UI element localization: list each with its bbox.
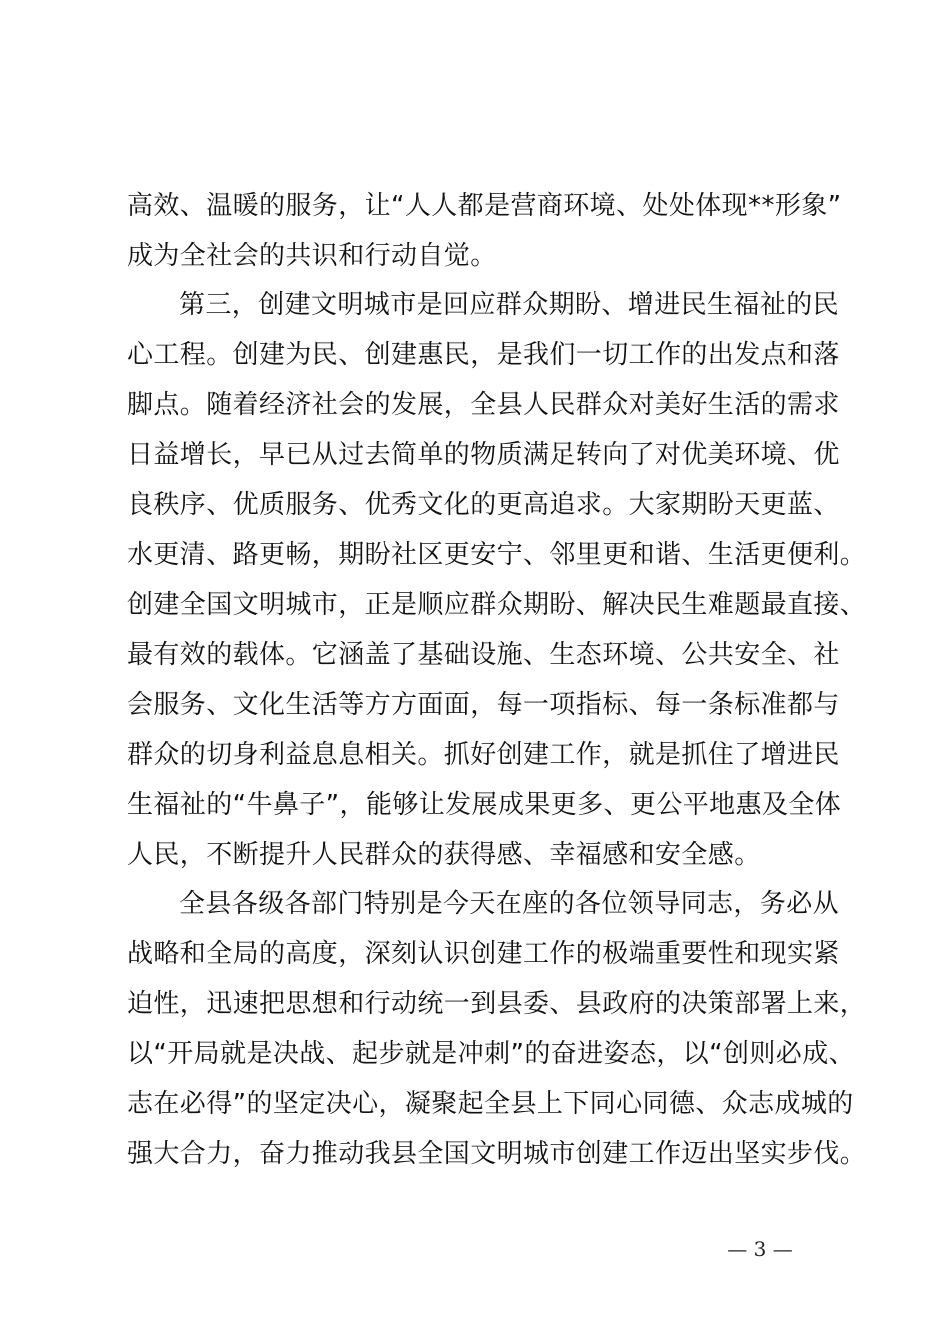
paragraph-line: 迫性，迅速把思想和行动统一到县委、县政府的决策部署上来， bbox=[127, 989, 867, 1019]
paragraph-line: 创建全国文明城市，正是顺应群众期盼、解决民生难题最直接、 bbox=[127, 590, 867, 620]
paragraph-line: 群众的切身利益息息相关。抓好创建工作，就是抓住了增进民 bbox=[127, 740, 840, 770]
paragraph-line: 成为全社会的共识和行动自觉。 bbox=[127, 241, 497, 271]
paragraph-line: 心工程。创建为民、创建惠民，是我们一切工作的出发点和落 bbox=[127, 340, 840, 370]
paragraph-line: 良秩序、优质服务、优秀文化的更高追求。大家期盼天更蓝、 bbox=[127, 490, 840, 520]
paragraph-line: 脚点。随着经济社会的发展，全县人民群众对美好生活的需求 bbox=[127, 390, 840, 420]
paragraph-line: 高效、温暖的服务，让“人人都是营商环境、处处体现**形象” bbox=[127, 191, 842, 221]
paragraph-line: 人民，不断提升人民群众的获得感、幸福感和安全感。 bbox=[127, 840, 761, 870]
page-number: — 3 — bbox=[727, 1237, 793, 1261]
paragraph-line: 生福祉的“牛鼻子”，能够让发展成果更多、更公平地惠及全体 bbox=[127, 790, 842, 820]
paragraph-line: 全县各级各部门特别是今天在座的各位领导同志，务必从 bbox=[179, 889, 840, 919]
paragraph-line: 会服务、文化生活等方方面面，每一项指标、每一条标准都与 bbox=[127, 690, 840, 720]
paragraph-line: 第三，创建文明城市是回应群众期盼、增进民生福祉的民 bbox=[179, 290, 840, 320]
paragraph-line: 水更清、路更畅，期盼社区更安宁、邻里更和谐、生活更便利。 bbox=[127, 540, 867, 570]
paragraph-line: 日益增长，早已从过去简单的物质满足转向了对优美环境、优 bbox=[127, 440, 840, 470]
paragraph-line: 以“开局就是决战、起步就是冲刺”的奋进姿态，以“创则必成、 bbox=[127, 1039, 856, 1069]
paragraph-line: 战略和全局的高度，深刻认识创建工作的极端重要性和现实紧 bbox=[127, 939, 840, 969]
paragraph-line: 志在必得”的坚定决心，凝聚起全县上下同心同德、众志成城的 bbox=[127, 1089, 854, 1119]
paragraph-line: 最有效的载体。它涵盖了基础设施、生态环境、公共安全、社 bbox=[127, 640, 840, 670]
paragraph-line: 强大合力，奋力推动我县全国文明城市创建工作迈出坚实步伐。 bbox=[127, 1139, 867, 1169]
